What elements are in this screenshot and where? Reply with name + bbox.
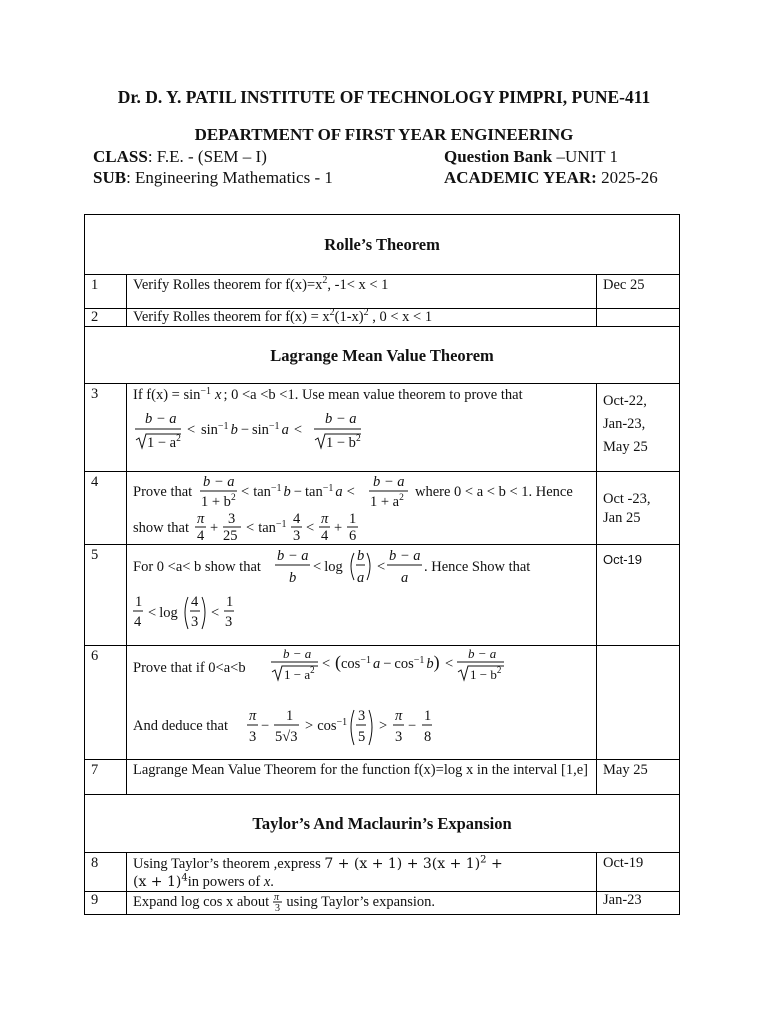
q4-f2-den: $1 + a^2$ — [370, 493, 404, 510]
q4-year1: Oct -23, — [603, 491, 651, 507]
question-year: Oct-19 — [597, 853, 680, 892]
q8-var: x — [263, 874, 271, 890]
q5-f1-num: b − a — [277, 548, 309, 564]
q3-lt1: < — [187, 422, 196, 438]
q6-three1: 3 — [249, 729, 257, 745]
question-text — [127, 892, 597, 915]
q6-f2-den: $1 - b^2$ — [470, 665, 502, 682]
q6-lt2: < — [445, 656, 454, 672]
table-row-q7 — [85, 760, 680, 795]
q6-eight: 8 — [424, 729, 432, 745]
question-text — [127, 384, 597, 472]
q6-lead: Prove that if 0<a<b — [133, 660, 246, 676]
q6-f1-den: $1 - a^2$ — [284, 665, 315, 682]
q6-minus1: − — [261, 718, 270, 734]
q8-tail: in powers of — [187, 874, 261, 890]
q3-inv-sup: −1 — [200, 386, 212, 397]
q4-f1-den: $1 + b^2$ — [201, 493, 236, 510]
table-row-q5 — [85, 545, 680, 646]
q4-three2: 3 — [293, 528, 301, 542]
q6-cos2: > $\cos^{-1}$ — [305, 717, 348, 734]
question-year: May 25 — [597, 760, 680, 795]
class-line — [93, 147, 267, 167]
academic-year-line — [444, 168, 658, 188]
q4-plus1: + — [210, 520, 219, 536]
q5-four2: 4 — [191, 594, 199, 610]
q5-b: b — [357, 548, 365, 564]
q4-tan2: < $\tan^{-1}$ — [246, 519, 287, 536]
q6-lt1: < — [322, 656, 331, 672]
q6-one2: 1 — [424, 708, 432, 724]
qb-value: –UNIT 1 — [552, 147, 618, 166]
q5-tail: . Hence Show that — [424, 559, 531, 575]
q6-pi2: π — [395, 708, 403, 724]
q5-f1-den: b — [289, 570, 297, 586]
q5-f2-den: a — [401, 570, 409, 586]
table-row-q4 — [85, 472, 680, 545]
section-title-rolle: Rolle’s Theorem — [85, 215, 680, 275]
q6-gt2: > — [379, 718, 388, 734]
q3-year2: Jan-23, — [603, 416, 646, 432]
q5-four1: 4 — [134, 614, 142, 630]
q4-cond: where 0 < a < b < 1. Hence — [415, 484, 573, 500]
q3-if-text: If f(x) = sin — [133, 387, 201, 403]
q3-frac2-den: $1 - b^2$ — [326, 434, 361, 451]
q6-one1: 1 — [286, 708, 294, 724]
q6-formula — [133, 648, 591, 756]
q5-three2: 3 — [225, 614, 233, 630]
q6-pi1: π — [249, 708, 257, 724]
q9-tail: using Taylor’s expansion. — [286, 894, 436, 910]
question-number: 1 — [85, 275, 127, 309]
q4-pi1: π — [197, 511, 205, 527]
q6-lead2: And deduce that — [133, 718, 229, 734]
q2-tail: , 0 < x < 1 — [368, 309, 433, 325]
q4-plus2: + — [334, 520, 343, 536]
q4-lead: Prove that — [133, 484, 193, 500]
q6-three2: 3 — [358, 708, 366, 724]
question-number: 5 — [85, 545, 127, 646]
q5-one1: 1 — [135, 594, 143, 610]
q5-three1: 3 — [191, 614, 199, 630]
q4-four3: 4 — [321, 528, 329, 542]
q4-four2: 4 — [293, 511, 301, 527]
q9-lead: Expand log cos x about — [133, 894, 270, 910]
q4-year2: Jan 25 — [603, 510, 641, 526]
q5-lt2: < — [377, 559, 386, 575]
ay-label: ACADEMIC YEAR: — [444, 168, 597, 187]
question-year: Jan-23 — [597, 892, 680, 915]
question-text — [127, 646, 597, 760]
q6-minus2: − — [408, 718, 417, 734]
question-year — [597, 646, 680, 760]
q5-lt3: < — [211, 605, 220, 621]
q4-lead2: show that — [133, 520, 189, 536]
q2-sup2: 2 — [363, 307, 369, 319]
section-title-lagrange: Lagrange Mean Value Theorem — [85, 327, 680, 384]
q5-lead: For 0 <a< b show that — [133, 559, 261, 575]
q6-cos-expr: ($\cos^{-1}$ $a - \cos^{-1} b$) — [335, 652, 440, 672]
q1-sup: 2 — [322, 275, 328, 287]
q1-tail: , -1< x < 1 — [327, 277, 389, 293]
q5-one2: 1 — [226, 594, 234, 610]
department-title: DEPARTMENT OF FIRST YEAR ENGINEERING — [194, 125, 574, 144]
table-row-q9 — [85, 892, 680, 915]
question-number: 3 — [85, 384, 127, 472]
q8-dot: . — [270, 874, 274, 890]
table-row-q8 — [85, 853, 680, 892]
q4-lt3: < — [306, 520, 315, 536]
question-text — [127, 309, 597, 327]
question-table — [84, 214, 680, 915]
sub-value: : Engineering Mathematics - 1 — [126, 168, 333, 187]
q4-six: 6 — [349, 528, 357, 542]
q6-f2-num: b − a — [468, 648, 497, 661]
table-row-q3 — [85, 384, 680, 472]
question-number: 7 — [85, 760, 127, 795]
table-row-q2 — [85, 309, 680, 327]
q3-x: x — [215, 387, 222, 403]
svg-text:π: π — [273, 892, 279, 903]
q4-pi2: π — [321, 511, 329, 527]
section-title-taylor: Taylor’s And Maclaurin’s Expansion — [85, 795, 680, 853]
svg-text:If f(x) = sin−1x; 0 <a <b <1. — [133, 386, 523, 403]
question-year: Oct-19 — [597, 545, 680, 646]
q3-text: ; 0 <a <b <1. Use mean value theorem to prove that — [223, 387, 523, 403]
q4-f2-num: b − a — [373, 474, 405, 490]
q8-lead: Using Taylor’s theorem ,express — [133, 856, 321, 872]
question-text — [127, 275, 597, 309]
q2-sup1: 2 — [329, 307, 335, 319]
q5-log2: < log — [148, 605, 178, 621]
q4-f1-num: b − a — [203, 474, 235, 490]
question-year — [597, 384, 680, 472]
question-year: Dec 25 — [597, 275, 680, 309]
svg-text:3: 3 — [274, 903, 280, 912]
qb-label: Question Bank — [444, 147, 553, 166]
question-number: 4 — [85, 472, 127, 545]
q3-frac1-den: $1 - a^2$ — [147, 434, 181, 451]
question-number: 2 — [85, 309, 127, 327]
q3-year3: May 25 — [603, 439, 648, 455]
question-year — [597, 309, 680, 327]
section-row-rolle — [85, 215, 680, 275]
q9-pi-frac — [273, 892, 283, 912]
q3-formula — [133, 386, 591, 466]
section-row-taylor — [85, 795, 680, 853]
q6-three3: 3 — [395, 729, 403, 745]
q5-paren-r1 — [367, 553, 370, 580]
q4-three: 3 — [228, 511, 236, 527]
question-text — [127, 545, 597, 646]
question-bank-line — [444, 147, 618, 167]
q4-formula — [133, 474, 591, 542]
table-row-q1 — [85, 275, 680, 309]
q6-f1-num: b − a — [283, 648, 312, 661]
question-number: 8 — [85, 853, 127, 892]
q8-expr-2: $(x + 1)^4$ — [133, 872, 188, 890]
q1-text: Verify Rolles theorem for f(x)=x — [133, 277, 323, 293]
q3-mid-expr: $\sin^{-1} b - \sin^{-1} a$ < — [201, 421, 302, 438]
q2-text: Verify Rolles theorem for f(x) = x — [133, 309, 330, 325]
table-row-q6 — [85, 646, 680, 760]
ay-value: 2025-26 — [596, 168, 658, 187]
question-year — [597, 472, 680, 545]
section-row-lagrange — [85, 327, 680, 384]
q5-f2-num: b − a — [389, 548, 421, 564]
q5-log1: < log — [313, 559, 343, 575]
q3-frac1-num: b − a — [145, 411, 177, 427]
q5-a: a — [357, 570, 365, 586]
sub-label: SUB — [93, 168, 127, 187]
q5-formula — [133, 547, 591, 639]
q4-25: 25 — [223, 528, 238, 542]
question-text — [127, 472, 597, 545]
q2-mid: (1-x) — [334, 309, 364, 325]
question-number: 6 — [85, 646, 127, 760]
q3-year1: Oct-22, — [603, 393, 647, 409]
q4-one: 1 — [349, 511, 357, 527]
q5-paren-l1 — [351, 553, 354, 580]
q6-5sqrt3: 5√3 — [275, 729, 298, 745]
q3-frac2-num: b − a — [325, 411, 357, 427]
question-text: Lagrange Mean Value Theorem for the function f(x)=log x in the interval [1,e] — [127, 760, 597, 795]
q4-four1: 4 — [197, 528, 205, 542]
subject-line — [93, 168, 333, 188]
q4-mid: < $\tan^{-1} b - \tan^{-1} a$ < — [241, 483, 355, 500]
class-label: CLASS — [93, 147, 148, 166]
question-number: 9 — [85, 892, 127, 915]
q6-five: 5 — [358, 729, 366, 745]
class-value: : F.E. - (SEM – I) — [147, 147, 267, 166]
institute-title: Dr. D. Y. PATIL INSTITUTE OF TECHNOLOGY PIMPRI, PUNE-411 — [117, 87, 651, 107]
question-text — [127, 853, 597, 892]
q8-expr: $7 + (x + 1) + 3(x + 1)^2$ + — [324, 854, 503, 872]
